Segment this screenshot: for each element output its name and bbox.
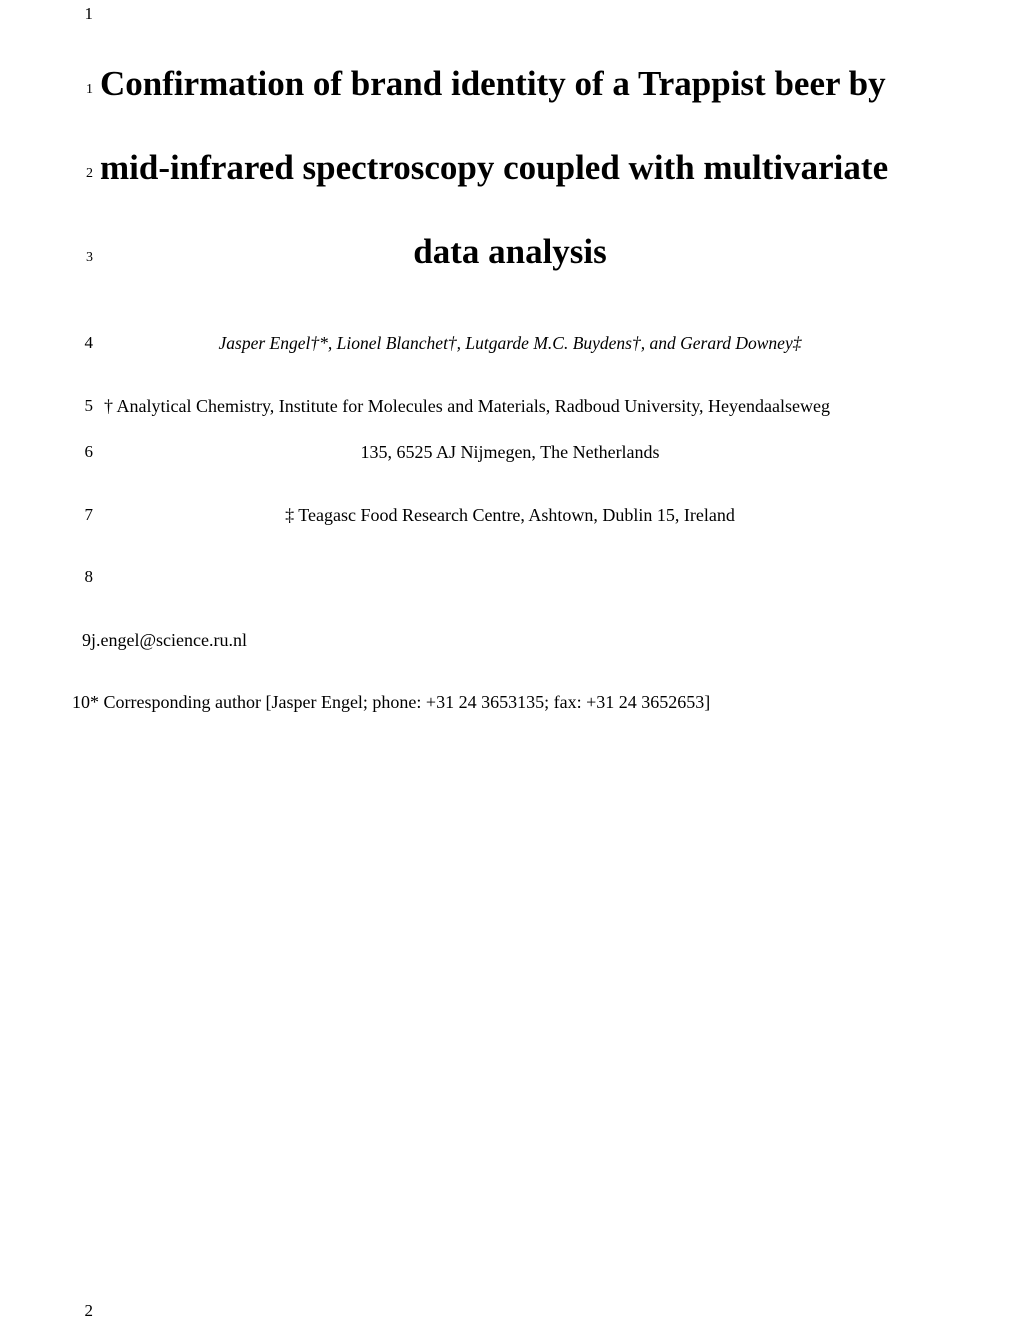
title-line-2: mid-infrared spectroscopy coupled with multivariate (100, 148, 889, 187)
line-number-10: 10 (72, 692, 90, 712)
title-line-1: Confirmation of brand identity of a Trappist beer by (100, 64, 886, 103)
email-row (82, 629, 247, 651)
line-number-6: 6 (84, 442, 93, 461)
author-list: Jasper Engel†*, Lionel Blanchet†, Lutgarde M.C. Buydens†, and Gerard Downey‡ (218, 333, 802, 353)
line-number-5: 5 (84, 396, 93, 415)
affiliation-1-line-2: 135, 6525 AJ Nijmegen, The Netherlands (360, 442, 660, 462)
line-number-8: 8 (84, 567, 93, 586)
affiliation-2: ‡ Teagasc Food Research Centre, Ashtown, Dublin 15, Ireland (285, 505, 735, 525)
line-number-1: 1 (86, 82, 93, 97)
line-number-2: 2 (86, 166, 93, 181)
page-number-bottom: 2 (84, 1301, 93, 1320)
title-line-3: data analysis (413, 232, 607, 271)
line-number-3: 3 (86, 250, 93, 265)
page-number-top: 1 (84, 4, 93, 23)
email-address[interactable]: j.engel@science.ru.nl (91, 630, 248, 650)
line-number-9: 9 (82, 630, 91, 650)
line-number-4: 4 (84, 333, 93, 352)
line-number-7: 7 (84, 505, 93, 524)
corresponding-row (72, 691, 710, 713)
corresponding-author: * Corresponding author [Jasper Engel; phone: +31 24 3653135; fax: +31 24 3652653] (90, 692, 711, 712)
affiliation-1-line-1: † Analytical Chemistry, Institute for Molecules and Materials, Radboud University, Heyendaalseweg (104, 396, 830, 416)
